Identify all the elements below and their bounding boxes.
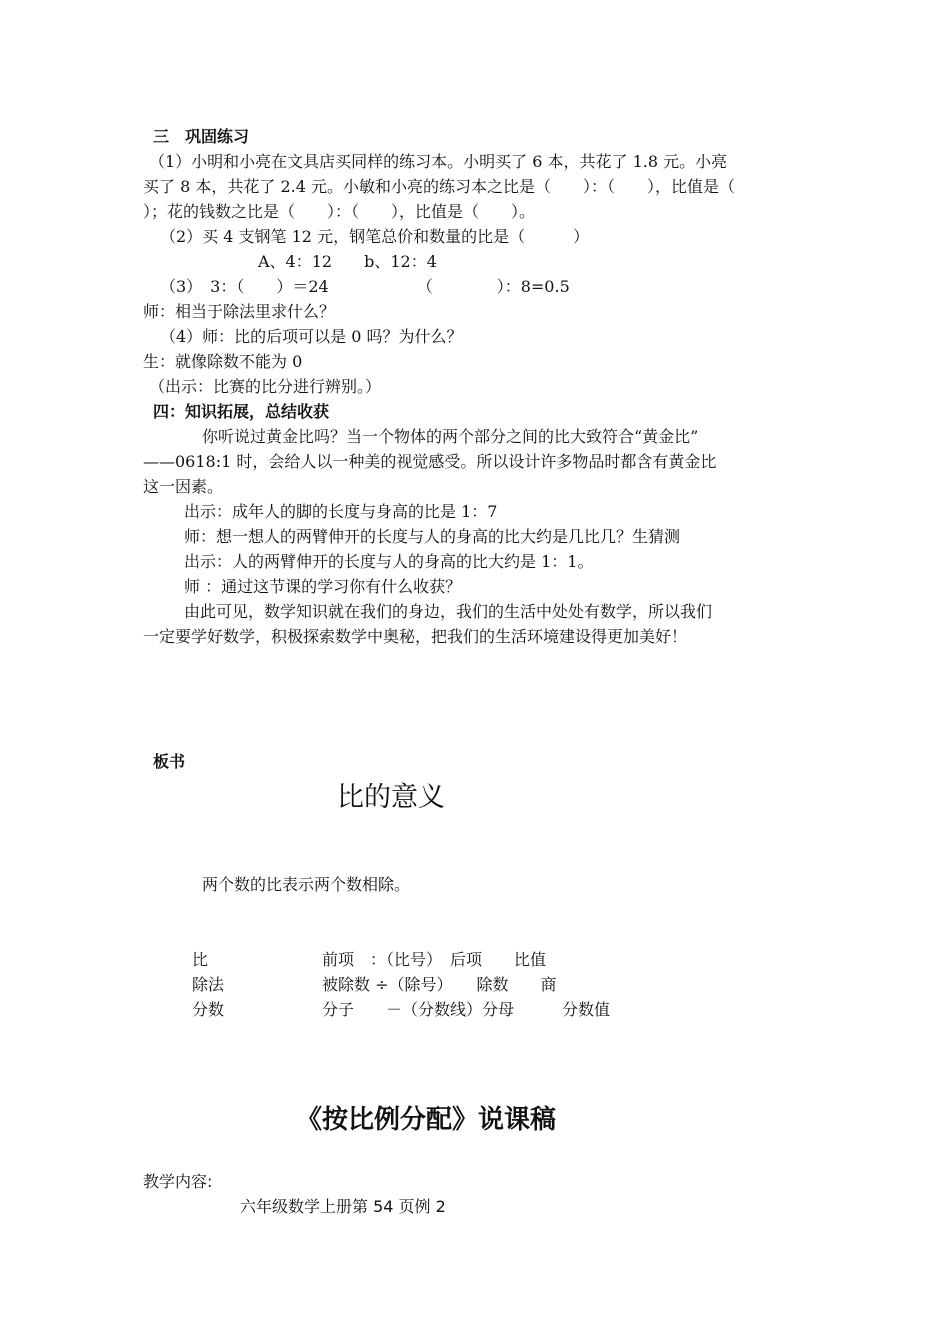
teacher-question-2: 师：想一想人的两臂伸开的长度与人的身高的比大约是几比几？生猜测 <box>184 527 681 546</box>
student-answer: 生：就像除数不能为 0 <box>143 352 303 371</box>
teacher-question-1: 师：相当于除法里求什么？ <box>143 302 336 321</box>
q2-options: A、4：12 b、12：4 <box>258 252 437 271</box>
conclusion-line2: 一定要学好数学，积极探索数学中奥秘，把我们的生活环境建设得更加美好！ <box>143 627 688 646</box>
board-row-ratio-label: 比 <box>192 950 209 969</box>
show-note-3: 出示：人的两臂伸开的长度与人的身高的比大约是 1：1。 <box>184 552 594 571</box>
board-label: 板书 <box>153 752 186 771</box>
section4-heading: 四：知识拓展，总结收获 <box>153 402 330 421</box>
board-row-ratio-terms: 前项 ：（比号） 后项 比值 <box>322 950 547 969</box>
board-title: 比的意义 <box>337 782 445 813</box>
board-row-fraction-terms: 分子 －（分数线）分母 分数值 <box>322 1000 611 1019</box>
teacher-question-3: 师 ：通过这节课的学习你有什么收获？ <box>184 577 462 596</box>
board-row-fraction-label: 分数 <box>192 1000 225 1019</box>
teaching-content-label: 教学内容: <box>143 1172 213 1191</box>
golden-ratio-line3: 这一因素。 <box>143 477 224 496</box>
q1-line1: （1）小明和小亮在文具店买同样的练习本。小明买了 6 本，共花了 1.8 元。小亮 <box>149 152 728 171</box>
lecture-title: 《按比例分配》说课稿 <box>296 1105 557 1135</box>
board-definition: 两个数的比表示两个数相除。 <box>202 875 411 894</box>
q2-line: （2）买 4 支钢笔 12 元，钢笔总价和数量的比是（ ） <box>160 227 590 246</box>
section3-heading: 三 巩固练习 <box>153 127 250 146</box>
teaching-content: 六年级数学上册第 54 页例 2 <box>240 1197 446 1216</box>
show-note-1: （出示：比赛的比分进行辨别。） <box>149 377 382 396</box>
golden-ratio-line2: ——0618:1 时，会给人以一种美的视觉感受。所以设计许多物品时都含有黄金比 <box>143 452 717 471</box>
q4-line: （4）师：比的后项可以是 0 吗？为什么？ <box>160 327 463 346</box>
show-note-2: 出示：成年人的脚的长度与身高的比是 1：7 <box>184 502 498 521</box>
q1-line3: ）；花的钱数之比是（ ）：（ ），比值是（ ）。 <box>143 202 536 221</box>
golden-ratio-line1: 你听说过黄金比吗？当一个物体的两个部分之间的比大致符合“黄金比” <box>202 427 699 446</box>
board-row-division-label: 除法 <box>192 975 225 994</box>
q3-line: （3） 3：（ ）＝24 （ ）：8=0.5 <box>160 277 570 296</box>
conclusion-line1: 由此可见，数学知识就在我们的身边，我们的生活中处处有数学，所以我们 <box>184 602 713 621</box>
q1-line2: 买了 8 本，共花了 2.4 元。小敏和小亮的练习本之比是（ ）：（ ），比值是（ <box>143 177 735 196</box>
board-row-division-terms: 被除数 ÷（除号） 除数 商 <box>322 975 557 994</box>
